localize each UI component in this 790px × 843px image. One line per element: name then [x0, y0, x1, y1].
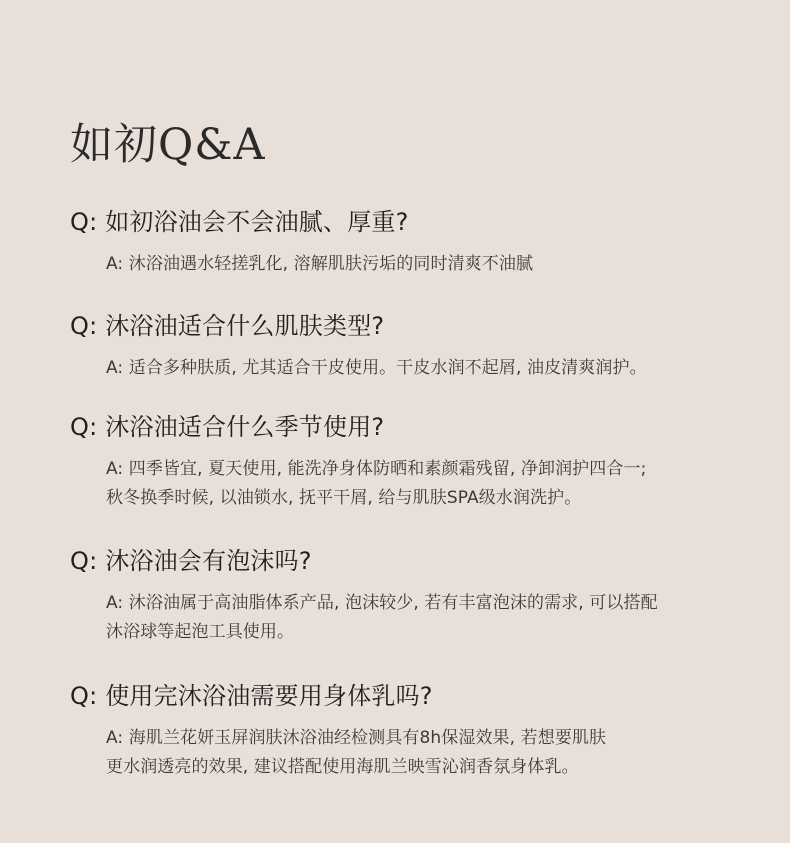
- question-5: Q: 使用完沐浴油需要用身体乳吗?: [70, 682, 433, 710]
- qa-item-1: [70, 208, 750, 279]
- answer-3-line-1: A: 四季皆宜, 夏天使用, 能洗净身体防晒和素颜霜残留, 净卸润护四合一;: [106, 459, 647, 479]
- answer-1: [70, 250, 750, 279]
- answer-4-line-1: A: 沐浴油属于高油脂体系产品, 泡沫较少, 若有丰富泡沫的需求, 可以搭配: [106, 593, 658, 613]
- answer-5: [70, 724, 750, 782]
- qa-item-4: [70, 547, 750, 647]
- question-4: Q: 沐浴油会有泡沫吗?: [70, 547, 312, 575]
- qa-item-5: [70, 682, 750, 782]
- page-title: 如初Q&A: [70, 120, 266, 170]
- question-2: Q: 沐浴油适合什么肌肤类型?: [70, 312, 385, 340]
- answer-2: [70, 354, 750, 383]
- answer-4: [70, 589, 750, 647]
- answer-4-line-2: 沐浴球等起泡工具使用。: [106, 622, 295, 642]
- question-1: Q: 如初浴油会不会油腻、厚重?: [70, 208, 409, 236]
- answer-5-line-2: 更水润透亮的效果, 建议搭配使用海肌兰映雪沁润香氛身体乳。: [106, 757, 579, 777]
- answer-5-line-1: A: 海肌兰花妍玉屏润肤沐浴油经检测具有8h保湿效果, 若想要肌肤: [106, 728, 607, 748]
- answer-2-line-1: A: 适合多种肤质, 尤其适合干皮使用。干皮水润不起屑, 油皮清爽润护。: [106, 358, 647, 378]
- question-3: Q: 沐浴油适合什么季节使用?: [70, 413, 385, 441]
- qa-item-3: [70, 413, 750, 513]
- answer-1-line-1: A: 沐浴油遇水轻搓乳化, 溶解肌肤污垢的同时清爽不油腻: [106, 254, 534, 274]
- answer-3: [70, 455, 750, 513]
- qa-item-2: [70, 312, 750, 383]
- answer-3-line-2: 秋冬换季时候, 以油锁水, 抚平干屑, 给与肌肤SPA级水润洗护。: [106, 488, 582, 508]
